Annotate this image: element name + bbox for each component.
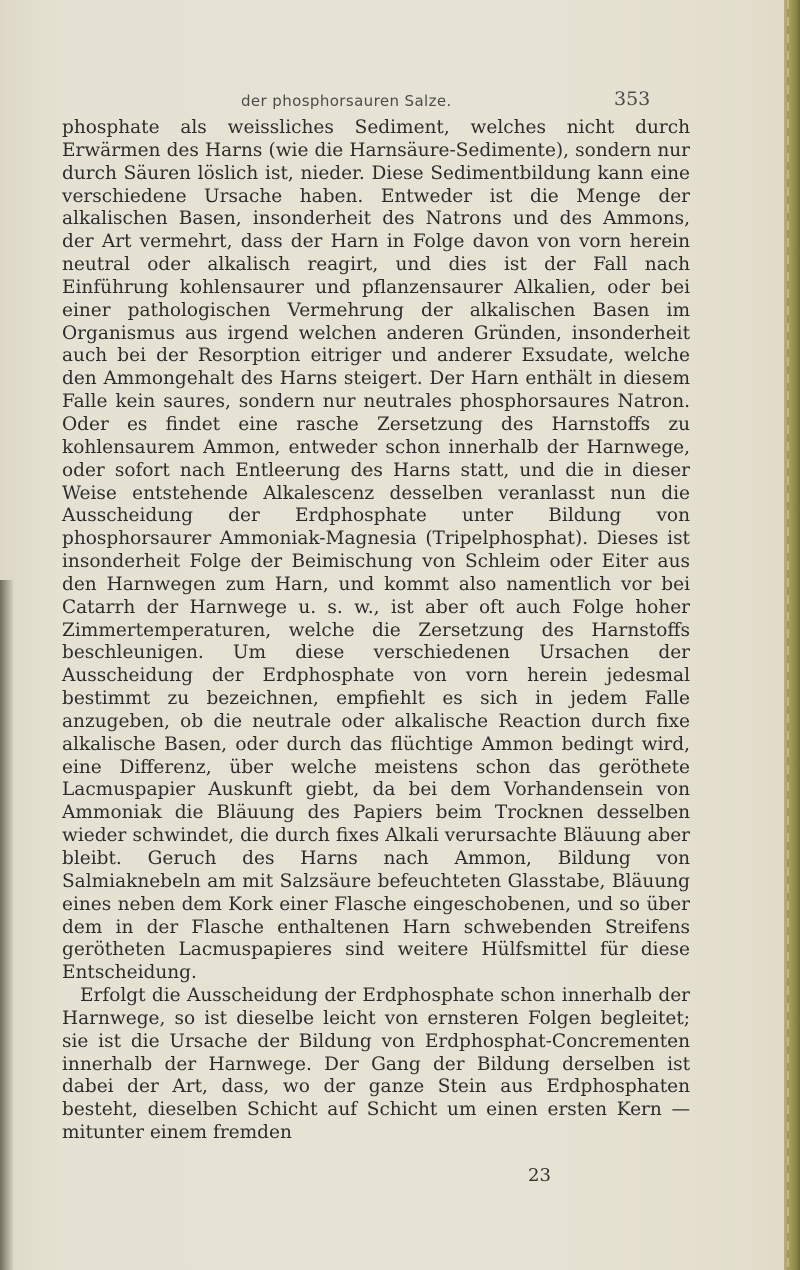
paragraph-1: phosphate als weissliches Sediment, welches nicht durch Erwärmen des Harns (wie die Harnsäure-Sedimente), sondern nur durch Säuren löslich ist, nieder. Diese Sedimentbildung kann eine verschiedene Ursache haben. Entweder ist die Menge der alkalischen Basen, insonderheit des Natrons und des Ammons, der Art vermehrt, dass der Harn in Folge davon von vorn herein neutral oder alkalisch reagirt, und dies ist der Fall nach Einführung kohlensaurer und pflanzensaurer Alkalien, oder bei einer pathologischen Vermehrung der alkalischen Basen im Organismus aus irgend welchen anderen Gründen, insonderheit auch bei der Resorption eitriger und anderer Exsudate, welche den Ammongehalt des Harns steigert. Der Harn enthält in diesem Falle kein saures, sondern nur neutrales phosphorsaures Natron. Oder es findet eine rasche Zersetzung des Harnstoffs zu kohlensaurem Ammon, entweder schon innerhalb der Harnwege, oder sofort nach Entleerung des Harns statt, und die in dieser Weise entstehende Alkalescenz desselben veranlasst nun die Ausscheidung der Erdphosphate unter Bildung von phosphorsaurer Ammoniak-Magnesia (Tripelphosphat). Dieses ist insonderheit Folge der Beimischung von Schleim oder Eiter aus den Harnwegen zum Harn, und kommt also namentlich vor bei Catarrh der Harnwege u. s. w., ist aber oft auch Folge hoher Zimmertemperaturen, welche die Zersetzung des Harnstoffs beschleunigen. Um diese verschiedenen Ursachen der Ausscheidung der Erdphosphate von vorn herein jedesmal bestimmt zu bezeichnen, empfiehlt es sich in jedem Falle anzugeben, ob die neutrale oder alkalische Reaction durch fixe alkalische Basen, oder durch das flüchtige Ammon bedingt wird, eine Differenz, über welche meistens schon das geröthete Lacmuspapier Auskunft giebt, da bei dem Vorhandensein von Ammoniak die Bläuung des Papiers beim Trocknen desselben wieder schwindet, die durch fixes Alkali verursachte Bläuung aber bleibt. Geruch des Harns nach Ammon, Bildung von Salmiaknebeln am mit Salzsäure befeuchteten Glasstabe, Bläuung eines neben dem Kork einer Flasche eingeschobenen, und so über dem in der Flasche enthaltenen Harn schwebenden Streifens gerötheten Lacmuspapieres sind weitere Hülfsmittel für diese Entscheidung.: [62, 117, 690, 984]
book-spine-edge: [784, 0, 800, 1270]
page-number: 353: [614, 88, 651, 110]
page-edge-shadow: [0, 580, 14, 1270]
running-title: der phosphorsauren Salze.: [241, 92, 452, 110]
paragraph-2: Erfolgt die Ausscheidung der Erdphosphate schon innerhalb der Harnwege, so ist dieselbe leicht von ernsteren Folgen begleitet; sie ist die Ursache der Bildung von Erdphosphat-Concrementen innerhalb der Harnwege. Der Gang der Bildung derselben ist dabei der Art, dass, wo der ganze Stein aus Erdphosphaten besteht, dieselben Schicht auf Schicht um einen ersten Kern — mitunter einem fremden: [62, 985, 690, 1144]
signature-mark: 23: [528, 1165, 551, 1186]
body-text: [62, 117, 690, 1145]
page-header: [0, 86, 784, 114]
